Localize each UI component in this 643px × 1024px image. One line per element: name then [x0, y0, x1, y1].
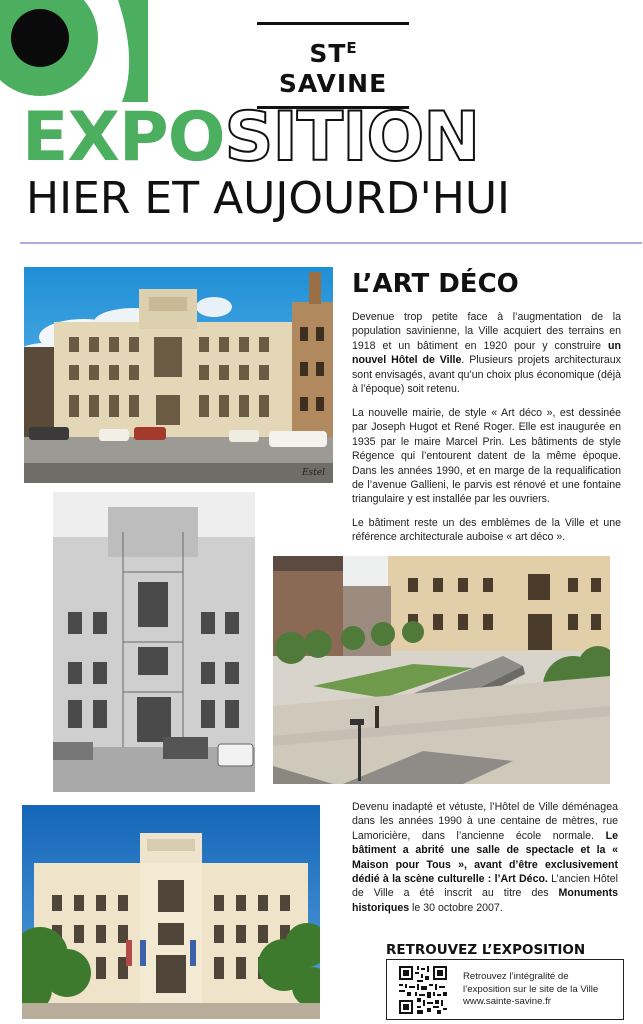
header-divider	[20, 242, 642, 244]
find-line-2: l’exposition sur le site de la Ville	[463, 983, 599, 995]
paragraph-history-highlight: un nouvel Hôtel de Ville	[352, 339, 621, 367]
paragraph-history	[352, 310, 621, 396]
find-exhibition-title: RETROUVEZ L’EXPOSITION	[386, 942, 586, 958]
brand-name	[257, 33, 409, 99]
paragraph-history-text-a: Devenue trop petite face à l’augmentation de la population savinienne, la Ville acquiert des terrains en 1918 et un bâtiment en 1920 pour y construire	[352, 311, 621, 352]
photo-plaza-fountain	[273, 556, 610, 784]
paragraph-art-deco: La nouvelle mairie, de style « Art déco », est dessinée par Joseph Hugot et René Roger. Elle est inaugurée en 1935 par le maire Marcel Prin. Les bâtiments de style Régence qui l’entourent datent de la même époque. Dans les années 1990, et en marge de la requalification de l’avenue Gallieni, le parvis est rénové et une fontaine triangulaire y est installée par les ouvriers.	[352, 407, 621, 506]
photo-bw-construction	[53, 492, 255, 792]
qr-code-icon[interactable]	[397, 964, 449, 1016]
brand-suffix: E	[346, 39, 357, 57]
brand-prefix: ST	[309, 39, 347, 68]
title-green-part: EXPO	[22, 98, 225, 177]
postcard-signature: Estel	[302, 468, 326, 478]
brand-logo	[257, 22, 409, 98]
paragraph-today-highlight: Le bâtiment a abrité une salle de spectacle et la « Maison pour Tous », avant d’être exclusivement dédié à la scène culturelle : l’Art Déco.	[352, 829, 618, 886]
paragraph-today-monuments: Monuments historiques	[352, 887, 618, 914]
find-line-1: Retrouvez l’intégralité de	[463, 971, 569, 982]
photo-town-hall-today	[22, 805, 320, 1019]
paragraph-today-text-a: Devenu inadapté et vétuste, l’Hôtel de Ville déménagea dans les années 1990 à une centaine de mètres, rue Lamoricière, dans l’ancienne école normale.	[352, 801, 618, 842]
section-title: L’ART DÉCO	[352, 269, 519, 299]
logo-mark	[0, 0, 150, 102]
paragraph-emblem: Le bâtiment reste un des emblèmes de la Ville et une référence architecturale auboise « art déco ».	[352, 517, 621, 544]
paragraph-today	[352, 800, 618, 915]
photo-postcard-town-hall	[24, 267, 333, 483]
brand-word: SAVINE	[278, 69, 388, 98]
exhibition-subtitle: HIER ET AUJOURD'HUI	[26, 173, 511, 224]
find-exhibition-text	[463, 971, 623, 1009]
paragraph-today-text-c: L’ancien Hôtel de Ville a été inscrit au titre des	[352, 873, 618, 900]
paragraph-today-text-e: le 30 octobre 2007.	[409, 901, 503, 914]
title-outline-part: SITION	[224, 98, 480, 177]
exhibition-title	[22, 100, 479, 176]
website-link[interactable]: www.sainte-savine.fr	[463, 996, 551, 1008]
brand-rule-top	[257, 22, 409, 25]
paragraph-history-text-c: . Plusieurs projets architecturaux sont envisagés, avant qu’un choix plus économique (déjà à l’époque) soit retenu.	[352, 354, 621, 396]
